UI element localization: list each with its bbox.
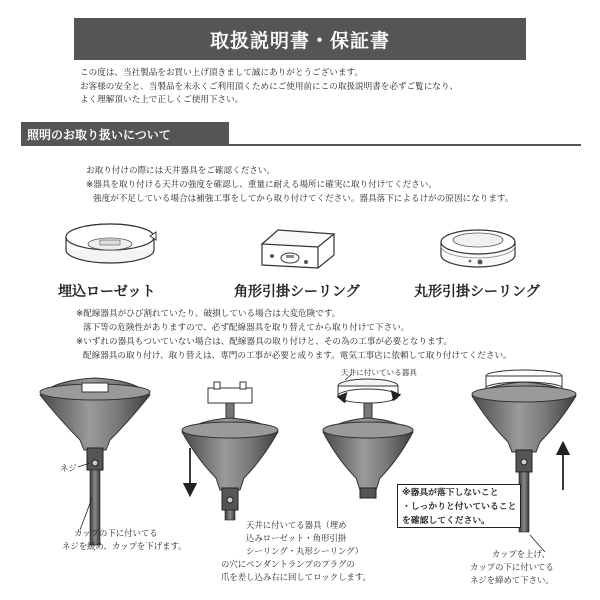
embedded-rosette-icon — [66, 224, 156, 263]
caption-line: シーリング・丸形シーリング） — [246, 546, 364, 556]
fixture-label-round-hook: 丸形引掛シーリング — [414, 284, 540, 300]
caption-line: カップを上げ、 — [491, 549, 550, 559]
caption-line: 爪を差し込み右に回してロックします。 — [221, 572, 371, 582]
warning-line: を確認してください。 — [402, 516, 490, 526]
step2-caption — [221, 519, 371, 584]
intro-line: この度は、当社製品をお買い上げ頂きまして誠にありがとうございます。 — [80, 68, 363, 78]
caption-line: カップの下に付いてる — [74, 528, 158, 538]
caption-line: カップの下に付いてる — [470, 562, 554, 572]
caption-line: 込みローゼット・角形引掛 — [246, 533, 347, 543]
section-title: 照明のお取り扱いについて — [21, 122, 229, 146]
intro-line: お客様の安全と、当製品を末永くご利用頂くためにご使用前にこの取扱説明書を必ずご覧になり、 — [80, 81, 459, 92]
check-line: ※器具を取り付ける天井の強度を確認し、重量に耐える場所に確実に取り付けてください。 — [86, 180, 437, 190]
note-line: 落下等の危険性がありますので、必ず配線器具を取り替えてから取り付けて下さい。 — [83, 323, 410, 333]
ceiling-fixture-label: 天井に付いている器具 — [341, 368, 417, 377]
caption-line: ネジを締めて下さい。 — [470, 575, 554, 585]
step4-caption — [470, 548, 554, 587]
caption-line: ネジを緩め、カップを下げます。 — [62, 541, 187, 551]
step2-lamp-diagram — [182, 382, 278, 520]
warning-line: ※器具が落下しないこと — [402, 488, 499, 498]
wiring-notes — [76, 307, 512, 363]
screw-label: ネジ — [60, 463, 77, 473]
caption-line: の穴にペンダントランプのプラグの — [221, 559, 355, 569]
step1-caption — [62, 527, 187, 553]
step3-lamp-diagram — [323, 374, 413, 498]
check-line: お取り付けの際には天井器具をご確認ください。 — [86, 166, 276, 176]
round-hook-ceiling-icon — [441, 230, 515, 267]
fixture-label-embedded-rosette: 埋込ローゼット — [58, 284, 156, 300]
note-line: 配線器具の取り付け、取り替えは、専門の工事が必要と成ります。電気工事店に依頼して取り付けてください。 — [83, 351, 512, 361]
intro-line: よく理解頂いた上で正しくご使用下さい。 — [80, 95, 244, 105]
caption-line: 天井に付いてる器具（埋め — [246, 520, 347, 530]
step1-lamp-diagram — [40, 378, 150, 545]
fixture-label-square-hook: 角形引掛シーリング — [234, 284, 360, 300]
square-hook-ceiling-icon — [262, 230, 334, 268]
fall-warning-box — [397, 484, 521, 528]
note-line: ※いずれの器具もついていない場合は、配線器具の取り付けと、その為の工事が必要となります。 — [76, 337, 453, 347]
check-line: 強度が不足している場合は補強工事をしてから取り付けてください。器具落下によるけがの原因になります。 — [93, 194, 514, 204]
note-line: ※配線器具がひび割れていたり、破損している場合は大変危険です。 — [76, 309, 341, 319]
document-title: 取扱説明書・保証書 — [74, 18, 526, 60]
warning-line: ・しっかりと付いていること — [402, 502, 517, 512]
